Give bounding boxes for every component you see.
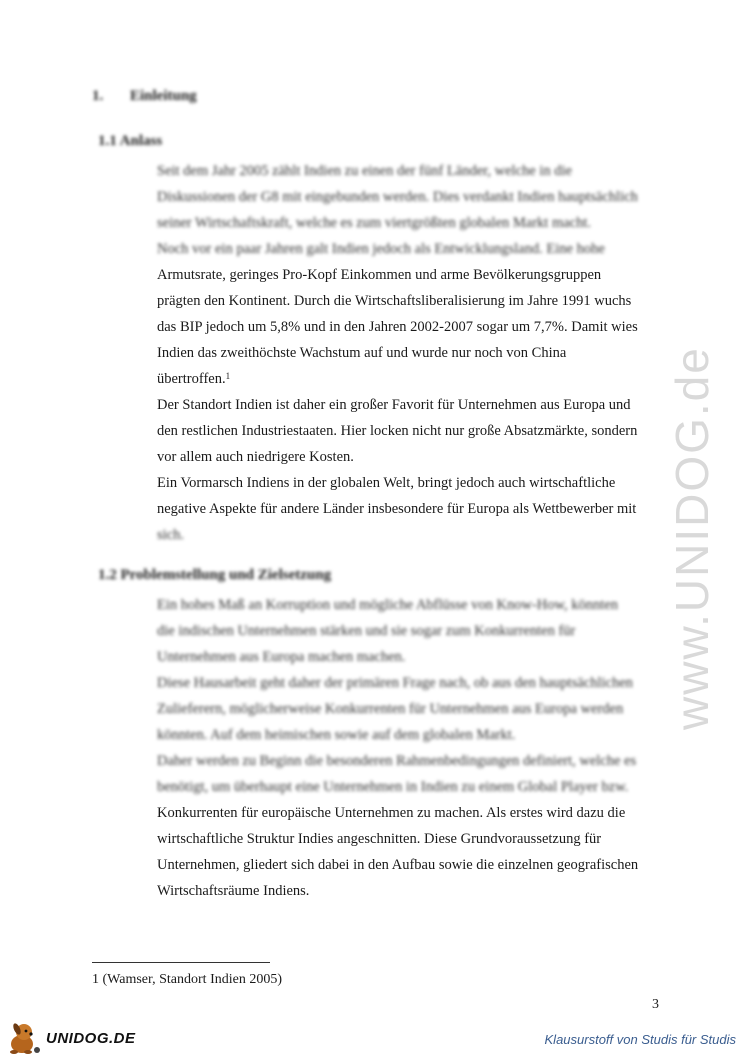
text-line	[157, 392, 677, 418]
text-line	[157, 340, 677, 366]
line-text: negative Aspekte für andere Länder insbesondere für Europa als Wettbewerber mit	[157, 501, 637, 517]
line-text: übertroffen.	[157, 371, 226, 387]
line-text: benötigt, um überhaupt eine Unternehmen in Indien zu einem Global Player bzw.	[157, 779, 629, 795]
line-text: den restlichen Industriestaaten. Hier locken nicht nur große Absatzmärkte, sondern	[157, 423, 638, 439]
footnote-divider	[92, 962, 270, 963]
line-text: könnten. Auf dem heimischen sowie auf dem globalen Markt.	[157, 727, 516, 743]
section-heading-problemstellung: 1.2 Problemstellung und Zielsetzung	[98, 567, 332, 583]
chapter-number: 1.	[92, 88, 104, 104]
page-number: 3	[652, 997, 659, 1012]
blurred-text-line	[157, 184, 677, 210]
line-text: vor allem auch niedrigere Kosten.	[157, 449, 354, 465]
line-text: Wirtschaftsräume Indiens.	[157, 883, 310, 899]
text-line	[157, 288, 677, 314]
text-line	[157, 878, 677, 904]
line-text: seiner Wirtschaftskraft, welche es zum viertgrößten globalen Markt macht.	[157, 215, 591, 231]
text-line	[157, 314, 677, 340]
footnote	[92, 972, 282, 988]
footnote-text: (Wamser, Standort Indien 2005)	[102, 972, 282, 987]
line-text: Ein Vormarsch Indiens in der globalen Welt, bringt jedoch auch wirtschaftliche	[157, 475, 616, 491]
text-line	[157, 470, 677, 496]
line-text: Diskussionen der G8 mit eingebunden werden. Dies verdankt Indien hauptsächlich	[157, 189, 638, 205]
blurred-text-line	[157, 696, 677, 722]
line-text: Unternehmen aus Europa machen machen.	[157, 649, 406, 665]
line-text: Zulieferern, möglicherweise Konkurrenten für Unternehmen aus Europa werden	[157, 701, 624, 717]
text-line	[157, 852, 677, 878]
blurred-text-line	[157, 618, 677, 644]
blurred-text-line	[157, 774, 677, 800]
watermark	[650, 280, 730, 740]
chapter-title: Einleitung	[130, 88, 197, 104]
dog-icon	[4, 1020, 44, 1056]
text-line	[157, 262, 677, 288]
text-line	[157, 496, 677, 522]
line-text: das BIP jedoch um 5,8% und in den Jahren 2002-2007 sogar um 7,7%. Damit wies	[157, 319, 638, 335]
watermark-text: www.UNIDOG.de	[666, 346, 718, 730]
line-text: die indischen Unternehmen stärken und sie sogar zum Konkurrenten für	[157, 623, 576, 639]
blurred-text-line	[157, 236, 677, 262]
blurred-text-line	[157, 158, 677, 184]
line-text: wirtschaftliche Struktur Indies angeschnitten. Diese Grundvoraussetzung für	[157, 831, 602, 847]
blurred-text-line	[157, 748, 677, 774]
line-text: Der Standort Indien ist daher ein großer Favorit für Unternehmen aus Europa und	[157, 397, 631, 413]
line-text: Indien das zweithöchste Wachstum auf und wurde nur noch von China	[157, 345, 567, 361]
line-text: Ein hohes Maß an Korruption und mögliche Abflüsse von Know-How, könnten	[157, 597, 618, 613]
line-text: Unternehmen, gliedert sich dabei in den Aufbau sowie die einzelnen geografischen	[157, 857, 639, 873]
section-body-anlass	[157, 158, 677, 548]
blurred-text-line	[157, 644, 677, 670]
line-text: Daher werden zu Beginn die besonderen Rahmenbedingungen definiert, welche es	[157, 753, 637, 769]
unidog-logo[interactable]	[4, 1020, 154, 1056]
line-text: Seit dem Jahr 2005 zählt Indien zu einen der fünf Länder, welche in die	[157, 163, 572, 179]
line-text: Armutsrate, geringes Pro-Kopf Einkommen und arme Bevölkerungsgruppen	[157, 267, 602, 283]
text-line	[157, 826, 677, 852]
section-heading-anlass: 1.1 Anlass	[98, 133, 163, 149]
line-text: Noch vor ein paar Jahren galt Indien jedoch als Entwicklungsland. Eine hohe	[157, 241, 605, 257]
line-text: Konkurrenten für europäische Unternehmen zu machen. Als erstes wird dazu die	[157, 805, 626, 821]
text-line	[157, 366, 677, 392]
blurred-text-line	[157, 722, 677, 748]
chapter-heading	[92, 88, 197, 105]
footnote-marker: 1	[92, 972, 99, 987]
line-text: prägten den Kontinent. Durch die Wirtschaftsliberalisierung im Jahre 1991 wuchs	[157, 293, 632, 309]
tagline: Klausurstoff von Studis für Studis	[544, 1032, 736, 1047]
text-line	[157, 418, 677, 444]
blurred-text-line	[157, 522, 677, 548]
line-text: sich.	[157, 527, 184, 543]
line-text: Diese Hausarbeit geht daher der primären Frage nach, ob aus den hauptsächlichen	[157, 675, 633, 691]
blurred-text-line	[157, 210, 677, 236]
text-line	[157, 800, 677, 826]
footnote-reference[interactable]: 1	[225, 371, 231, 381]
text-line	[157, 444, 677, 470]
blurred-text-line	[157, 670, 677, 696]
blurred-text-line	[157, 592, 677, 618]
logo-text: UNIDOG.DE	[46, 1029, 136, 1047]
section-body-problemstellung	[157, 592, 677, 904]
